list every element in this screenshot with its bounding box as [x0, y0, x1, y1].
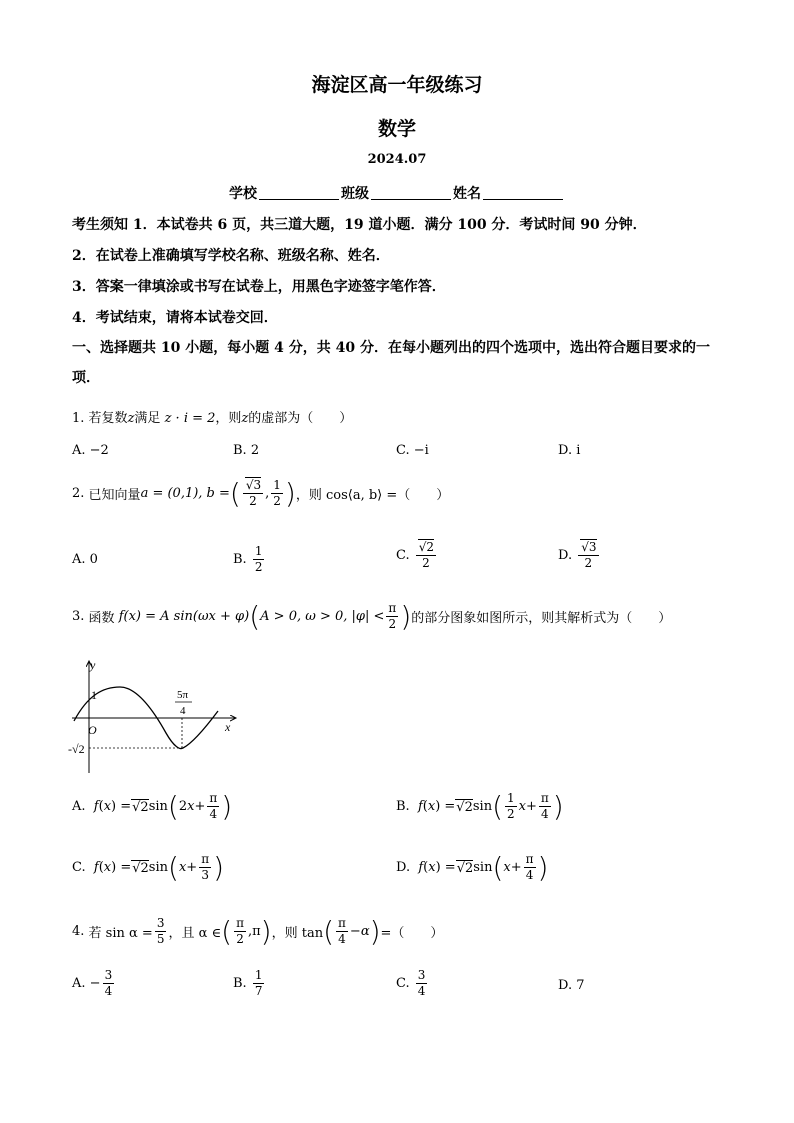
q1-text4: 的虚部为（ ）: [248, 411, 353, 426]
question-1: [72, 407, 352, 426]
y-label: y: [90, 658, 96, 672]
q1-option-b[interactable]: B. 2: [233, 443, 260, 458]
q2-text2: ，则 cos⟨a, b⟩ =（ ）: [295, 488, 450, 503]
q2-option-d[interactable]: [558, 540, 601, 571]
q2-vectors: a = (0,1), b =: [140, 486, 230, 501]
class-label: 班级: [341, 186, 369, 202]
origin-label: O: [88, 723, 97, 737]
q1-text3: ，则: [215, 411, 242, 426]
q2-option-a[interactable]: A. 0: [72, 552, 98, 567]
name-label: 姓名: [453, 186, 481, 202]
q4-text2: ，且 α ∈: [168, 926, 222, 941]
question-2: 2. 已知向量 a = (0,1), b = ( $\frac{√3}{2}$ , $\frac{1}{2}$ ) ，则 cos⟨a, b⟩ =（ ）: [72, 477, 450, 510]
q2-d-label: D.: [558, 548, 573, 563]
info-fields: [0, 183, 794, 203]
exam-title: 海淀区高一年级练习: [311, 74, 483, 96]
q3-option-a[interactable]: A. f ( x ) = √2 sin ( 2 x + $\frac{\pi}{4}$ ): [72, 790, 233, 823]
q3-option-d[interactable]: D. f ( x ) = √2 sin ( x + $\frac{\pi}{4}$ ): [396, 851, 549, 884]
q1-equation: z · i = 2: [164, 411, 216, 426]
section-heading: 一、选择题共 10 小题，每小题 4 分，共 40 分．在每小题列出的四个选项中，选出符合题目要求的一项．: [72, 340, 710, 386]
q4-option-a[interactable]: A. − $\frac{3}{4}$: [72, 968, 113, 998]
q3-a-label: A.: [72, 799, 86, 814]
q1-option-c[interactable]: C. −i: [396, 443, 429, 458]
q2-frac-2: $\frac{1}{2}$: [273, 478, 281, 508]
q2-option-b[interactable]: [233, 544, 266, 575]
q4-frac-1: $\frac{3}{5}$: [156, 916, 165, 946]
q2-d-frac: $\frac{√3}{2}$: [578, 540, 598, 571]
q1-text2: 满足: [134, 411, 161, 426]
name-blank[interactable]: [483, 185, 563, 200]
school-label: 学校: [229, 186, 257, 202]
q3-number: 3.: [72, 609, 85, 624]
q3-function: f(x) = A sin(ωx + φ): [118, 609, 250, 624]
q3-d-label: D.: [396, 860, 411, 875]
x-label: x: [225, 720, 231, 734]
class-blank[interactable]: [371, 185, 451, 200]
y-tick-one: 1: [91, 688, 97, 702]
q4-text: 若 sin α =: [88, 926, 153, 941]
q4-option-c[interactable]: C. $\frac{3}{4}$: [396, 968, 426, 998]
q4-number: 4.: [72, 924, 85, 939]
q1-option-a[interactable]: A. −2: [72, 443, 109, 458]
q2-option-c[interactable]: [396, 540, 438, 571]
x-tick-den: 4: [180, 705, 186, 717]
q2-b-label: B.: [233, 552, 247, 567]
q4-a-label: A.: [72, 976, 86, 991]
q3-text2: 的部分图象如图所示，则其解析式为（ ）: [411, 611, 672, 626]
q3-condition: A > 0, ω > 0, |φ| <: [260, 609, 385, 624]
q4-text4: =（ ）: [380, 926, 444, 941]
q3-c-label: C.: [72, 860, 86, 875]
q3-option-b[interactable]: B. f ( x ) = √2 sin ( $\frac{1}{2}$ x + $\frac{\pi}{4}$ ): [396, 790, 564, 823]
q1-var: z: [127, 411, 135, 426]
note-1: 考生须知 1．本试卷共 6 页，共三道大题，19 道小题．满分 100 分．考试时间 90 分钟．: [72, 217, 647, 233]
x-tick-num: 5π: [177, 689, 189, 701]
q4-frac-2: $\frac{\pi}{2}$: [236, 916, 244, 946]
question-4: 4. 若 sin α = $\frac{3}{5}$ ，且 α ∈ ( $\frac{\pi}{2}$ ,π ) ，则 tan ( $\frac{\pi}{4}$ − α ) =（ ）: [72, 915, 444, 948]
note-3: 3．答案一律填涂或书写在试卷上，用黑色字迹签字笔作答．: [72, 279, 446, 295]
q3-option-c[interactable]: C. f ( x ) = √2 sin ( x + $\frac{\pi}{3}$ ): [72, 851, 225, 884]
q2-frac-1: $\frac{√3}{2}$: [243, 478, 263, 509]
q2-number: 2.: [72, 486, 85, 501]
question-3: 3. 函数 f(x) = A sin(ωx + φ) ( A > 0, ω > 0, |φ| < $\frac{\pi}{2}$ ) 的部分图象如图所示，则其解析式为（ ）: [72, 600, 672, 633]
y-tick-neg-sqrt2: -√2: [68, 742, 85, 756]
q4-b-label: B.: [233, 976, 247, 991]
note-4: 4．考试结束，请将本试卷交回．: [72, 310, 278, 326]
q3-b-label: B.: [396, 799, 410, 814]
q3-text: 函数: [88, 611, 115, 626]
q2-text: 已知向量: [88, 488, 141, 503]
q1-var2: z: [241, 411, 249, 426]
q2-b-frac: $\frac{1}{2}$: [254, 544, 263, 574]
q4-c-label: C.: [396, 976, 410, 991]
q1-text: 若复数: [88, 411, 128, 426]
q4-frac-3: $\frac{\pi}{4}$: [338, 916, 346, 946]
q4-option-b[interactable]: B. $\frac{1}{7}$: [233, 968, 263, 998]
q3-frac: $\frac{\pi}{2}$: [388, 601, 397, 631]
q1-option-d[interactable]: D. i: [558, 443, 581, 458]
q4-option-d[interactable]: D. 7: [558, 978, 585, 993]
q4-text3: ，则 tan: [271, 926, 324, 941]
subject-title: 数学: [377, 118, 416, 140]
q2-c-frac: $\frac{√2}{2}$: [416, 540, 436, 571]
q1-number: 1.: [72, 411, 85, 426]
sine-graph: [68, 655, 248, 775]
note-2: 2．在试卷上准确填写学校名称、班级名称、姓名．: [72, 248, 390, 264]
exam-date: 2024.07: [367, 152, 427, 167]
school-blank[interactable]: [259, 185, 339, 200]
q2-c-label: C.: [396, 548, 410, 563]
